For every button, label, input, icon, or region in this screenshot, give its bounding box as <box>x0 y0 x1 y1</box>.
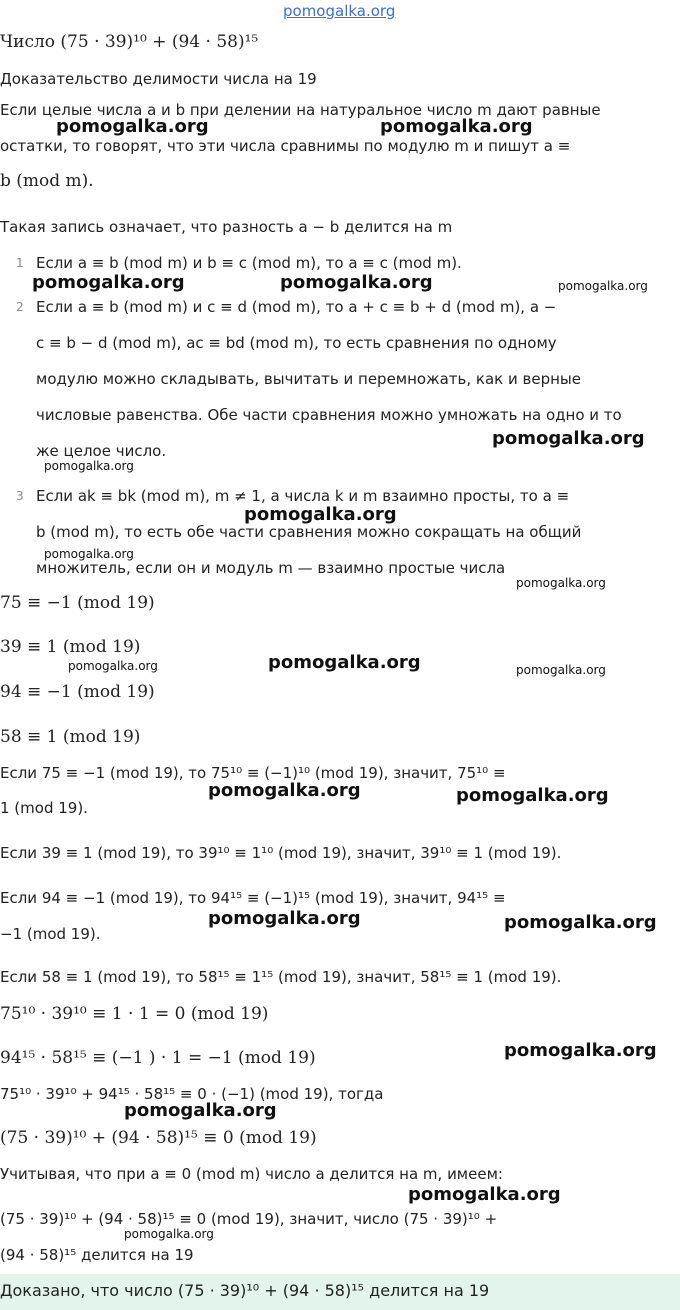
watermark: pomogalka.org <box>492 428 645 449</box>
watermark: pomogalka.org <box>124 1100 277 1121</box>
watermark: pomogalka.org <box>208 908 361 929</box>
watermark: pomogalka.org <box>32 272 185 293</box>
conclusion-line-2: (94 · 58)¹⁵ делится на 19 <box>0 1246 194 1264</box>
power-94-line-1: Если 94 ≡ −1 (mod 19), то 94¹⁵ ≡ (−1)¹⁵ (mod 19), значит, 94¹⁵ ≡ <box>0 889 506 907</box>
watermark: pomogalka.org <box>504 1040 657 1061</box>
result-congruence: (75 · 39)¹⁰ + (94 · 58)¹⁵ ≡ 0 (mod 19) <box>0 1128 317 1148</box>
property-2-line-3: модулю можно складывать, вычитать и перемножать, как и верные <box>36 370 581 388</box>
power-58: Если 58 ≡ 1 (mod 19), то 58¹⁵ ≡ 1¹⁵ (mod 19), значит, 58¹⁵ ≡ 1 (mod 19). <box>0 968 562 986</box>
site-link[interactable]: pomogalka.org <box>283 2 396 20</box>
property-3-line-1: Если ak ≡ bk (mod m), m ≠ 1, а числа k и m взаимно просты, то a ≡ <box>36 487 570 505</box>
final-conclusion-box <box>0 1274 680 1310</box>
definition-line-1: Если целые числа a и b при делении на натуральное число m дают равные <box>0 101 601 119</box>
property-2-line-2: c ≡ b − d (mod m), ac ≡ bd (mod m), то есть сравнения по одному <box>36 334 557 352</box>
watermark: pomogalka.org <box>268 652 421 673</box>
watermark: pomogalka.org <box>408 1184 561 1205</box>
watermark: pomogalka.org <box>456 785 609 806</box>
congruence-39: 39 ≡ 1 (mod 19) <box>0 637 141 657</box>
congruence-94: 94 ≡ −1 (mod 19) <box>0 682 155 702</box>
section-heading: Доказательство делимости числа на 19 <box>0 70 317 88</box>
watermark: pomogalka.org <box>280 272 433 293</box>
conclusion-line-1: (75 · 39)¹⁰ + (94 · 58)¹⁵ ≡ 0 (mod 19), значит, число (75 · 39)¹⁰ + <box>0 1210 498 1228</box>
power-75-line-1: Если 75 ≡ −1 (mod 19), то 75¹⁰ ≡ (−1)¹⁰ (mod 19), значит, 75¹⁰ ≡ <box>0 764 506 782</box>
watermark: pomogalka.org <box>516 663 606 677</box>
property-2-line-4: числовые равенства. Обе части сравнения можно умножать на одно и то <box>36 406 622 424</box>
list-number-3: 3 <box>16 489 24 503</box>
property-2-line-5: же целое число. <box>36 442 167 460</box>
divisibility-rule: Учитывая, что при a ≡ 0 (mod m) число a делится на m, имеем: <box>0 1165 503 1183</box>
definition-line-4: Такая запись означает, что разность a − b делится на m <box>0 218 453 236</box>
definition-line-2: остатки, то говорят, что эти числа сравнимы по модулю m и пишут a ≡ <box>0 137 571 155</box>
sum-congruence: 75¹⁰ · 39¹⁰ + 94¹⁵ · 58¹⁵ ≡ 0 · (−1) (mod 19), тогда <box>0 1085 384 1103</box>
property-1: Если a ≡ b (mod m) и b ≡ c (mod m), то a ≡ c (mod m). <box>36 254 462 272</box>
definition-line-3: b (mod m). <box>0 171 94 191</box>
final-conclusion: Доказано, что число (75 · 39)¹⁰ + (94 · 58)¹⁵ делится на 19 <box>0 1281 490 1300</box>
property-3-line-2: b (mod m), то есть обе части сравнения можно сокращать на общий <box>36 523 582 541</box>
watermark: pomogalka.org <box>558 279 648 293</box>
congruence-58: 58 ≡ 1 (mod 19) <box>0 727 141 747</box>
watermark: pomogalka.org <box>56 116 209 137</box>
watermark: pomogalka.org <box>516 576 606 590</box>
watermark: pomogalka.org <box>68 659 158 673</box>
watermark: pomogalka.org <box>208 780 361 801</box>
power-39: Если 39 ≡ 1 (mod 19), то 39¹⁰ ≡ 1¹⁰ (mod 19), значит, 39¹⁰ ≡ 1 (mod 19). <box>0 844 562 862</box>
list-number-2: 2 <box>16 300 24 314</box>
watermark: pomogalka.org <box>244 504 397 525</box>
property-3-line-3: множитель, если он и модуль m — взаимно простые числа <box>36 559 506 577</box>
product-1: 75¹⁰ · 39¹⁰ ≡ 1 · 1 = 0 (mod 19) <box>0 1004 269 1024</box>
watermark: pomogalka.org <box>380 116 533 137</box>
watermark: pomogalka.org <box>44 547 134 561</box>
property-2-line-1: Если a ≡ b (mod m) и c ≡ d (mod m), то a + c ≡ b + d (mod m), a − <box>36 298 557 316</box>
watermark: pomogalka.org <box>124 1227 214 1241</box>
congruence-75: 75 ≡ −1 (mod 19) <box>0 593 155 613</box>
watermark: pomogalka.org <box>504 912 657 933</box>
watermark: pomogalka.org <box>44 459 134 473</box>
power-94-line-2: −1 (mod 19). <box>0 925 101 943</box>
power-75-line-2: 1 (mod 19). <box>0 799 88 817</box>
product-2: 94¹⁵ · 58¹⁵ ≡ (−1 ) · 1 = −1 (mod 19) <box>0 1048 316 1068</box>
task-title: Число (75 · 39)¹⁰ + (94 · 58)¹⁵ <box>0 32 259 52</box>
list-number-1: 1 <box>16 256 24 270</box>
